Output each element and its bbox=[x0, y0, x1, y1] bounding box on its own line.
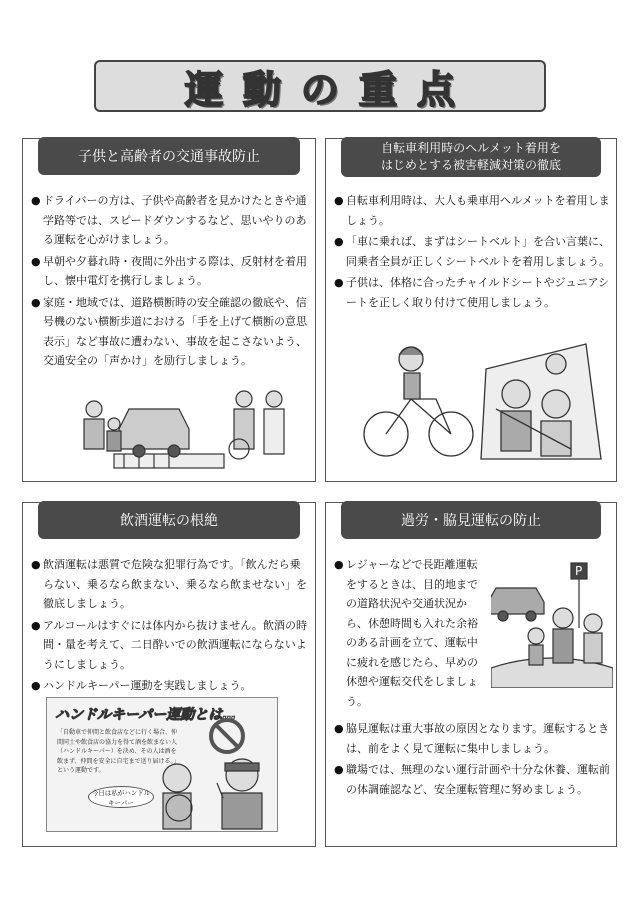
panel-fatigue-distraction bbox=[325, 502, 617, 847]
bullet-icon: ● bbox=[334, 722, 344, 735]
item-list bbox=[334, 191, 612, 314]
sign-description: 「自動車で仲間と飲食店などに行く場合、仲間同士や飲食店の協力を得て酒を飲まない人（ハンドルキーパー）を決め、その人は酒を飲まず、仲間を安全に自宅まで送り届ける。」という運動です。 bbox=[57, 729, 178, 774]
item-list bbox=[31, 191, 311, 373]
item-list-bottom bbox=[334, 719, 612, 801]
panel-helmet-seatbelt bbox=[325, 138, 617, 482]
list-item: ● 子供は、体格に合ったチャイルドシートやジュニアシートを正しく取り付けて使用しましょう。 bbox=[334, 273, 612, 312]
sign-title: ハンドルキーパー運動とは… bbox=[55, 707, 237, 723]
parking-sign-label: P bbox=[575, 564, 583, 578]
list-item: ● 「車に乗れば、まずはシートベルト」を合い言葉に、同乗者全員が正しくシートベルトを着用しましょう。 bbox=[334, 232, 612, 271]
item-list bbox=[31, 555, 311, 698]
list-item: ● アルコールはすぐには体内から抜けません。飲酒の時間・量を考えて、二日酔いでの飲酒運転にならないようにしましょう。 bbox=[31, 616, 311, 675]
list-item: ● レジャーなどで長距離運転をするときは、目的地までの道路状況や交通状況から、休憩時間も入れた余裕のある計画を立て、運転中に疲れを感じたら、早めの休憩や運転交代をしましょう。 bbox=[334, 555, 486, 711]
page-title: 運動の重点 bbox=[184, 67, 475, 112]
no-drinking-icon bbox=[207, 716, 247, 756]
bullet-icon: ● bbox=[334, 194, 344, 207]
panel-child-elderly bbox=[22, 138, 316, 482]
speech-bubble: 今日は私がハンドルキーパー bbox=[88, 786, 154, 808]
panel-heading bbox=[38, 501, 300, 539]
bullet-icon: ● bbox=[334, 235, 344, 248]
list-item: ● 職場では、無理のない運行計画や十分な休養、運転前の体調確認など、安全運転管理に努めましょう。 bbox=[334, 760, 612, 799]
bicycle-car-illustration bbox=[356, 339, 606, 464]
item-list-top bbox=[334, 555, 486, 713]
crossing-illustration bbox=[59, 379, 299, 474]
panel-heading bbox=[38, 137, 300, 175]
panel-heading-text: 過労・脇見運転の防止 bbox=[401, 513, 541, 529]
list-item: ● 早朝や夕暮れ時・夜間に外出する際は、反射材を着用し、懐中電灯を携行しましょう。 bbox=[31, 252, 311, 291]
bullet-icon: ● bbox=[31, 679, 41, 692]
title-banner bbox=[94, 60, 546, 112]
list-item: ● 飲酒運転は悪質で危険な犯罪行為です。「飲んだら乗らない、乗るなら飲まない、乗るなら飲ませない」を徹底しましょう。 bbox=[31, 555, 311, 614]
bullet-icon: ● bbox=[31, 295, 41, 309]
bullet-icon: ● bbox=[31, 254, 41, 268]
bullet-icon: ● bbox=[334, 276, 344, 289]
panel-heading bbox=[341, 137, 601, 177]
panel-heading-line1: 自転車利用時のヘルメット着用を bbox=[381, 141, 561, 155]
list-item: ● ドライバーの方は、子供や高齢者を見かけたときや通学路等では、スピードダウンするなど、思いやりのある運転を心がけましょう。 bbox=[31, 191, 311, 250]
panel-heading-text: 子供と高齢者の交通事故防止 bbox=[78, 149, 260, 165]
list-item: ● ハンドルキーパー運動を実践しましょう。 bbox=[31, 676, 311, 696]
panel-heading bbox=[341, 501, 601, 539]
bullet-icon: ● bbox=[334, 763, 344, 776]
panel-heading-line2: はじめとする被害軽減対策の徹底 bbox=[380, 158, 561, 172]
bullet-icon: ● bbox=[31, 618, 41, 632]
bullet-icon: ● bbox=[31, 558, 41, 571]
driver-officer-illustration bbox=[157, 753, 277, 831]
bullet-icon: ● bbox=[334, 558, 344, 571]
panel-heading-text: 飲酒運転の根絶 bbox=[120, 513, 218, 529]
bullet-icon: ● bbox=[31, 194, 41, 207]
list-item: ● 脇見運転は重大事故の原因となります。運転するときは、前をよく見て運転に集中しましょう。 bbox=[334, 719, 612, 758]
list-item: ● 自転車利用時は、大人も乗車用ヘルメットを着用しましょう。 bbox=[334, 191, 612, 230]
family-rest-illustration bbox=[491, 558, 613, 688]
list-item: ● 家庭・地域では、道路横断時の安全確認の徹底や、信号機のない横断歩道における「手を上げて横断の意思表示」など事故に遭わない、事故を起こさないよう、交通安全の「声かけ」を励行しましょう。 bbox=[31, 293, 311, 371]
handle-keeper-sign bbox=[46, 697, 278, 832]
